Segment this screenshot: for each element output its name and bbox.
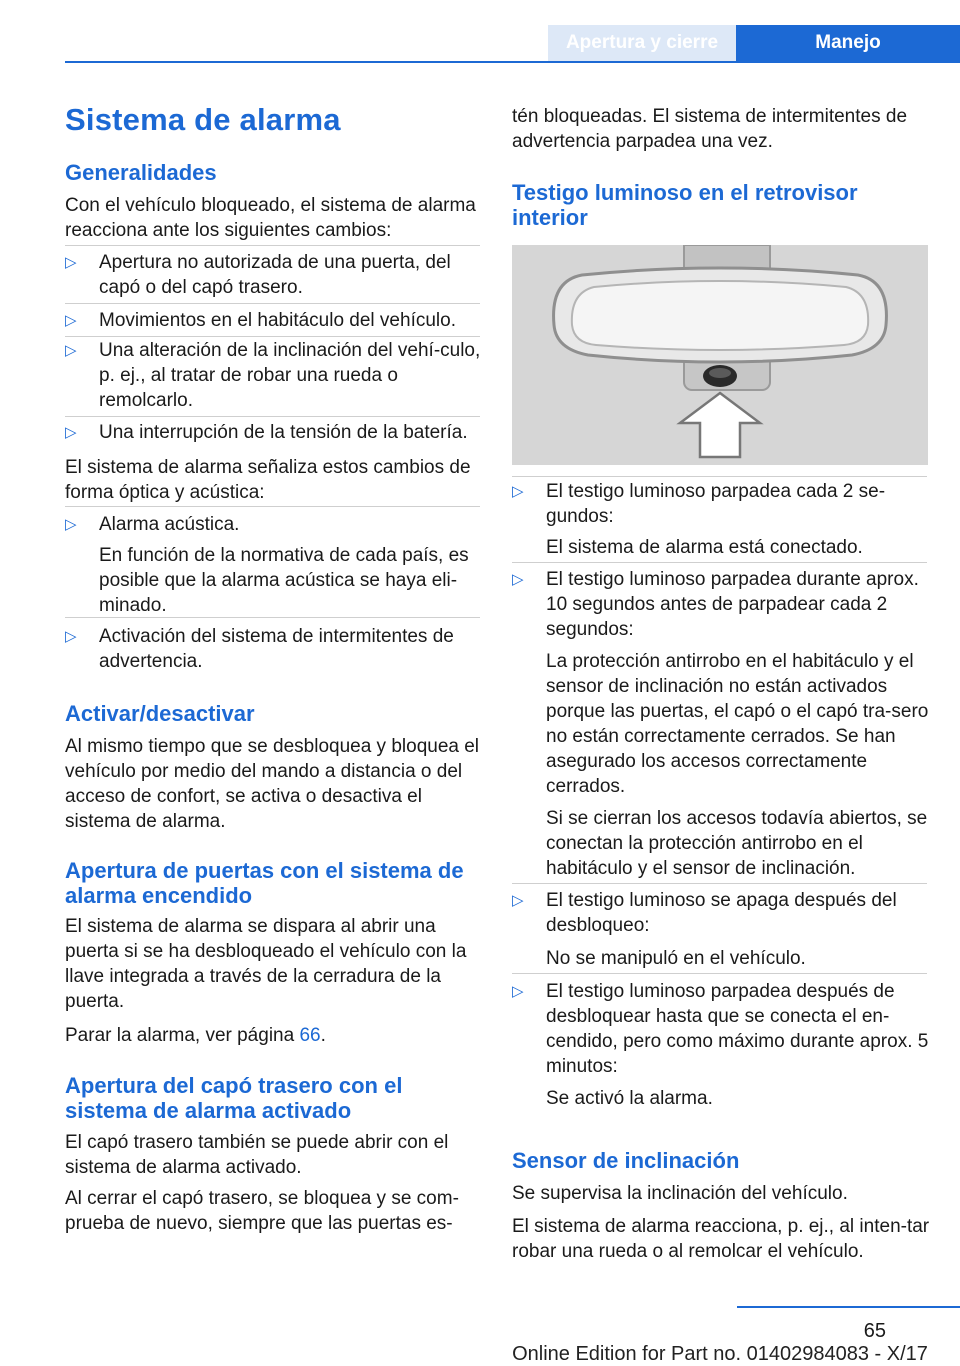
triangle-bullet-icon: ▷ bbox=[65, 628, 77, 645]
list-item-note: No se manipuló en el vehículo. bbox=[546, 948, 806, 969]
list-item-text: Una interrupción de la tensión de la batería. bbox=[99, 422, 468, 443]
list-item-note: El sistema de alarma está conectado. bbox=[546, 537, 863, 558]
list-item-text: Una alteración de la inclinación del vehí‐culo, p. ej., al tratar de robar una rueda o remolcarlo. bbox=[99, 340, 481, 411]
list-item-text: Apertura no autorizada de una puerta, del capó o del capó trasero. bbox=[99, 252, 451, 298]
page-number: 65 bbox=[863, 1320, 886, 1342]
generalidades-intro: Con el vehículo bloqueado, el sistema de alarma reacciona ante los siguientes cambios: bbox=[65, 195, 476, 241]
signal-text: El sistema de alarma señaliza estos cambios de forma óptica y acústica: bbox=[65, 457, 471, 503]
footer-rule bbox=[737, 1306, 960, 1308]
triangle-bullet-icon: ▷ bbox=[65, 254, 77, 271]
triangle-bullet-icon: ▷ bbox=[512, 892, 524, 909]
capo-text-2: Al cerrar el capó trasero, se bloquea y se com‐prueba de nuevo, siempre que las puertas es‐ bbox=[65, 1188, 459, 1234]
triangle-bullet-icon: ▷ bbox=[65, 342, 77, 359]
header-section-label: Apertura y cierre bbox=[565, 32, 719, 53]
list-separator bbox=[65, 336, 480, 337]
page-title: Sistema de alarma bbox=[65, 102, 341, 137]
list-item-text: El testigo luminoso parpadea después de desbloquear hasta que se conecta el en‐cendido, pero como máximo durante aprox. 5 minutos: bbox=[546, 981, 929, 1077]
list-separator bbox=[65, 617, 480, 618]
heading-testigo: Testigo luminoso en el retrovisor interior bbox=[512, 180, 858, 230]
list-item-note: En función de la normativa de cada país, es posible que la alarma acústica se haya eli‐minado. bbox=[99, 545, 469, 616]
puertas-text: El sistema de alarma se dispara al abrir una puerta si se ha desbloqueado el vehículo con la llave integrada a través de la cerradura de la puerta. bbox=[65, 916, 467, 1012]
page-66-link[interactable]: 66 bbox=[299, 1025, 321, 1046]
list-item-text: Activación del sistema de intermitentes de advertencia. bbox=[99, 626, 454, 672]
list-separator bbox=[512, 883, 927, 884]
triangle-bullet-icon: ▷ bbox=[65, 424, 77, 441]
list-separator bbox=[512, 973, 927, 974]
list-separator bbox=[512, 562, 927, 563]
puertas-reference bbox=[65, 1023, 483, 1048]
footer-edition: Online Edition for Part no. 01402984083 - X/17 bbox=[512, 1343, 928, 1365]
activar-text: Al mismo tiempo que se desbloquea y bloquea el vehículo por medio del mando a distancia o del acceso de confort, se activa o desactiva el sistema de alarma. bbox=[65, 736, 480, 832]
list-separator bbox=[65, 416, 480, 417]
reference-suffix: . bbox=[320, 1025, 326, 1046]
list-separator bbox=[512, 476, 927, 477]
triangle-bullet-icon: ▷ bbox=[512, 483, 524, 500]
heading-capo: Apertura del capó trasero con el sistema de alarma activado bbox=[65, 1073, 403, 1123]
list-item-text: Alarma acústica. bbox=[99, 514, 240, 535]
header-chapter-label: Manejo bbox=[815, 32, 881, 53]
reference-prefix: Parar la alarma, ver página bbox=[65, 1025, 300, 1046]
list-item-note: La protección antirrobo en el habitáculo y el sensor de inclinación no están activados porque las puertas, el capó o el capó tra‐sero no están correctamente cerrados. Se han asegurado los accesos correctamente cerrados. bbox=[546, 651, 929, 797]
continuation-text: tén bloqueadas. El sistema de intermitentes de advertencia parpadea una vez. bbox=[512, 106, 908, 152]
heading-activar: Activar/desactivar bbox=[65, 701, 255, 726]
triangle-bullet-icon: ▷ bbox=[65, 516, 77, 533]
rearview-mirror-image bbox=[512, 245, 928, 465]
sensor-text-2: El sistema de alarma reacciona, p. ej., al inten‐tar robar una rueda o al remolcar el vehículo. bbox=[512, 1216, 930, 1262]
list-item-text: El testigo luminoso parpadea durante aprox. 10 segundos antes de parpadear cada 2 segundos: bbox=[546, 569, 919, 640]
heading-sensor: Sensor de inclinación bbox=[512, 1148, 740, 1173]
capo-text-1: El capó trasero también se puede abrir con el sistema de alarma activado. bbox=[65, 1132, 449, 1178]
list-item-text: Movimientos en el habitáculo del vehículo. bbox=[99, 310, 456, 331]
header-chapter-tab[interactable] bbox=[736, 25, 960, 61]
header-section-tab[interactable] bbox=[548, 25, 736, 61]
heading-puertas: Apertura de puertas con el sistema de alarma encendido bbox=[65, 858, 464, 908]
list-separator bbox=[65, 506, 480, 507]
triangle-bullet-icon: ▷ bbox=[65, 312, 77, 329]
list-item-note: Se activó la alarma. bbox=[546, 1088, 713, 1109]
list-item-note: Si se cierran los accesos todavía abiertos, se conectan la protección antirrobo en el habitáculo y el sensor de inclinación. bbox=[546, 808, 928, 879]
mirror-illustration bbox=[512, 245, 928, 465]
list-item-text: El testigo luminoso se apaga después del desbloqueo: bbox=[546, 890, 897, 936]
list-separator bbox=[65, 303, 480, 304]
heading-generalidades: Generalidades bbox=[65, 160, 217, 185]
list-separator bbox=[65, 245, 480, 246]
header-rule bbox=[65, 61, 960, 63]
triangle-bullet-icon: ▷ bbox=[512, 571, 524, 588]
triangle-bullet-icon: ▷ bbox=[512, 983, 524, 1000]
sensor-text-1: Se supervisa la inclinación del vehículo. bbox=[512, 1183, 848, 1204]
list-item-text: El testigo luminoso parpadea cada 2 se‐gundos: bbox=[546, 481, 886, 527]
